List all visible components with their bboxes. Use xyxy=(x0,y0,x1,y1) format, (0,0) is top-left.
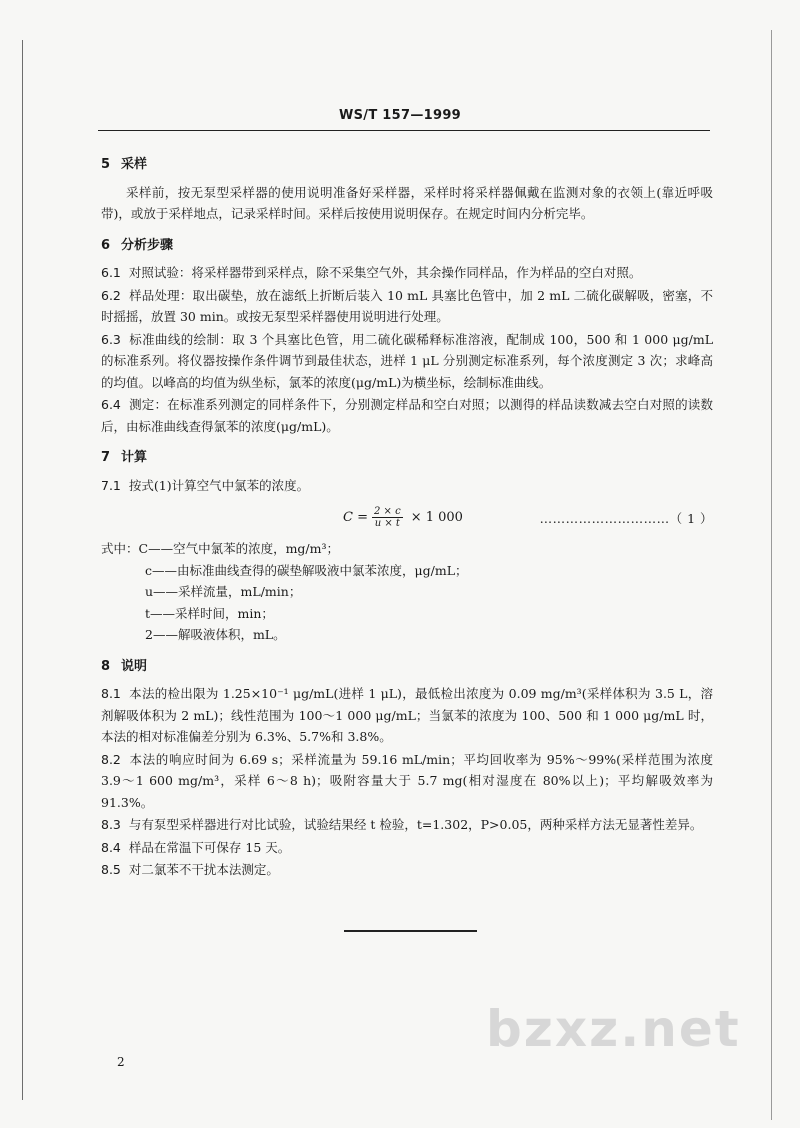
standard-code-header: WS/T 157—1999 xyxy=(338,108,462,123)
clause-8-5 xyxy=(101,859,713,881)
clause-6-2 xyxy=(101,285,713,328)
clause-text: 对照试验：将采样器带到采样点，除不采集空气外，其余操作同样品，作为样品的空白对照。 xyxy=(128,265,642,280)
formula-numerator: 2 × c xyxy=(373,506,401,517)
variable-definition: u——采样流量，mL/min； xyxy=(145,584,302,599)
variable-definition: 2——解吸液体积，mL。 xyxy=(145,627,286,642)
section-title: 说明 xyxy=(121,658,148,674)
page-number: 2 xyxy=(117,1055,125,1069)
section-number: 7 xyxy=(101,450,111,465)
formula-lhs: C = xyxy=(343,509,368,525)
clause-8-2 xyxy=(101,749,713,814)
clause-8-3 xyxy=(101,814,713,836)
watermark: bzxz.net xyxy=(486,1000,741,1058)
concentration-formula xyxy=(343,506,463,529)
section-6-heading xyxy=(101,235,713,257)
clause-number: 8.1 xyxy=(101,686,121,701)
clause-text: 样品处理：取出碳垫，放在滤纸上折断后装入 10 mL 具塞比色管中，加 2 mL 二硫化碳解吸，密塞，不时摇摇，放置 30 min。或按无泵型采样器使用说明进行处理。 xyxy=(101,287,713,324)
clause-text: 样品在常温下可保存 15 天。 xyxy=(128,839,291,855)
clause-text: 按式(1)计算空气中氯苯的浓度。 xyxy=(128,477,310,493)
section-8-heading xyxy=(101,656,713,678)
clause-6-3 xyxy=(101,329,713,394)
where-label: 式中： xyxy=(101,541,139,556)
document-body xyxy=(101,148,713,882)
clause-number: 6.1 xyxy=(101,265,121,280)
variable-definition: t——采样时间，min； xyxy=(145,605,274,621)
end-of-text-rule xyxy=(344,930,477,932)
scan-edge-left xyxy=(22,40,23,1100)
clause-number: 6.3 xyxy=(101,331,121,347)
header-rule xyxy=(98,130,710,131)
formula-denominator: u × t xyxy=(374,518,400,529)
clause-number: 7.1 xyxy=(101,477,121,493)
clause-text: 测定：在标准系列测定的同样条件下，分别测定样品和空白对照；以测得的样品读数减去空白对照的读数后，由标准曲线查得氯苯的浓度(μg/mL)。 xyxy=(101,397,713,434)
clause-number: 8.4 xyxy=(101,839,121,855)
clause-8-4 xyxy=(101,837,713,859)
clause-number: 8.3 xyxy=(101,817,121,832)
equation-number: …………………………（ 1 ） xyxy=(539,511,713,526)
section-7-heading xyxy=(101,447,713,469)
section-number: 6 xyxy=(101,237,111,253)
clause-number: 6.2 xyxy=(101,287,121,303)
variable-text: C——空气中氯苯的浓度，mg/m³； xyxy=(138,541,340,556)
scan-edge-right xyxy=(771,30,772,1120)
section-title: 采样 xyxy=(121,157,148,172)
section-5-heading xyxy=(101,154,713,176)
clause-text: 与有泵型采样器进行对比试验，试验结果经 t 检验，t=1.302，P>0.05，两种采样方法无显著性差异。 xyxy=(128,817,703,832)
section-number: 8 xyxy=(101,658,111,674)
formula-multiplier: × 1 000 xyxy=(410,509,463,525)
clause-text: 本法的响应时间为 6.69 s；采样流量为 59.16 mL/min；平均回收率为 95%～99%(采样范围为浓度 3.9～1 600 mg/m³，采样 6～8 h)；吸附容量大于 5.7 mg(相对湿度在 80%以上)；平均解吸效率为 91.3%。 xyxy=(101,751,713,810)
clause-number: 6.4 xyxy=(101,397,121,412)
formula-1 xyxy=(101,500,713,534)
formula-fraction xyxy=(372,506,403,529)
clause-6-4 xyxy=(101,394,713,437)
clause-8-1 xyxy=(101,683,713,748)
clause-number: 8.2 xyxy=(101,751,121,767)
clause-number: 8.5 xyxy=(101,862,121,877)
section-number: 5 xyxy=(101,157,111,172)
section-5-paragraph: 采样前，按无泵型采样器的使用说明准备好采样器，采样时将采样器佩戴在监测对象的衣领上(靠近呼吸带)，或放于采样地点，记录采样时间。采样后按使用说明保存。在规定时间内分析完毕。 xyxy=(101,184,713,221)
clause-6-1 xyxy=(101,262,713,284)
clause-7-1 xyxy=(101,475,713,497)
section-title: 分析步骤 xyxy=(121,237,174,253)
section-title: 计算 xyxy=(121,450,148,465)
clause-text: 标准曲线的绘制：取 3 个具塞比色管，用二硫化碳稀释标准溶液，配制成 100，500 和 1 000 μg/mL 的标准系列。将仪器按操作条件调节到最佳状态，进样 1 μL 分别测定标准系列，每个浓度测定 3 次；求峰高的均值。以峰高的均值为纵坐标，氯苯的浓度(μg/mL)为横坐标，绘制标准曲线。 xyxy=(101,331,713,390)
variable-definition: c——由标准曲线查得的碳垫解吸液中氯苯浓度，μg/mL； xyxy=(145,562,468,578)
clause-text: 本法的检出限为 1.25×10⁻¹ μg/mL(进样 1 μL)，最低检出浓度为 0.09 mg/m³(采样体积为 3.5 L，溶剂解吸体积为 2 mL)；线性范围为 100～1 000 μg/mL；当氯苯的浓度为 100、500 和 1 000 μg/mL 时，本法的相对标准偏差分别为 6.3%、5.7%和 3.8%。 xyxy=(101,686,713,744)
clause-text: 对二氯苯不干扰本法测定。 xyxy=(128,862,279,877)
variable-definition xyxy=(101,538,713,560)
